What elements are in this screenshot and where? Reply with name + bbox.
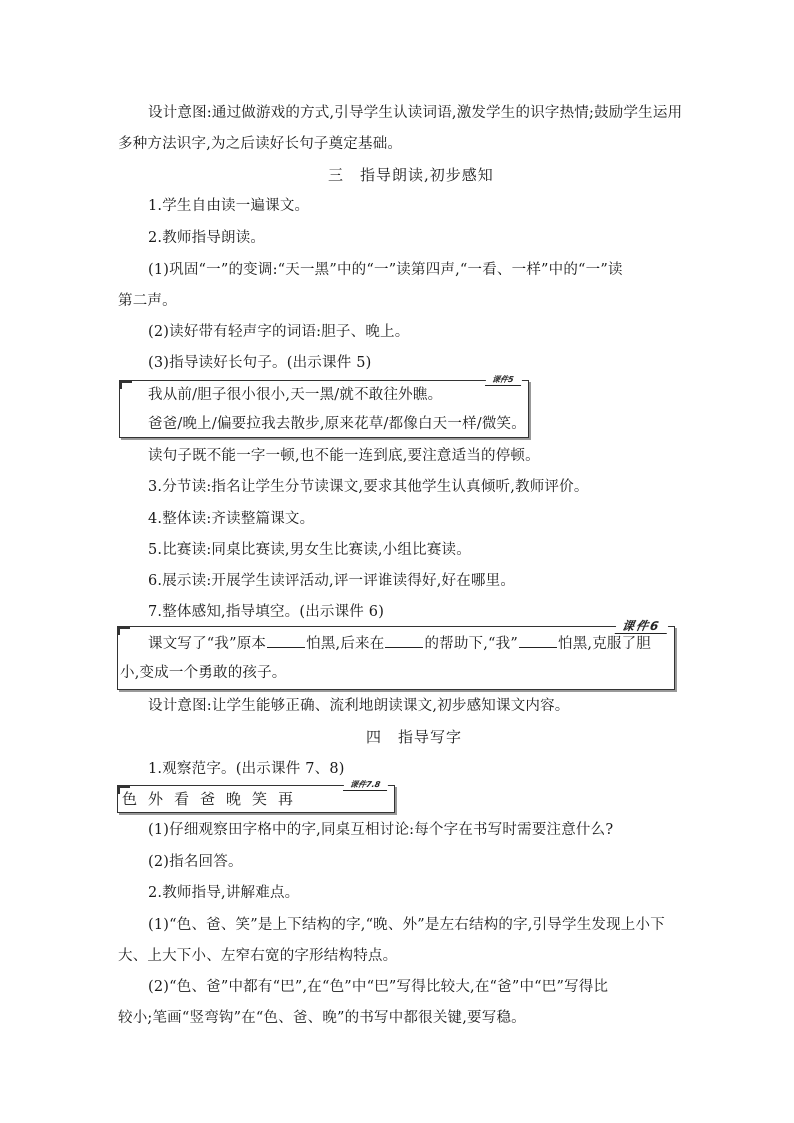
model-char: 看 bbox=[174, 790, 190, 808]
step-1: 1.学生自由读一遍课文。 bbox=[148, 198, 310, 214]
design-intent-2: 设计意图:让学生能够正确、流利地朗读课文,初步感知课文内容。 bbox=[148, 698, 570, 714]
courseware-7-8-box bbox=[117, 780, 395, 813]
model-char: 笑 bbox=[252, 790, 268, 808]
courseware-7-8-tag: 课件7.8 bbox=[343, 779, 389, 791]
step-2: 2.教师指导朗读。 bbox=[148, 230, 266, 246]
fill-text-b: 怕黑,后来在 bbox=[306, 636, 385, 652]
writing-step-1-sub-1: (1)仔细观察田字格中的字,同桌互相讨论:每个字在书写时需要注意什么? bbox=[148, 822, 614, 838]
step-3: 3.分节读:指名让学生分节读课文,要求其他学生认真倾听,教师评价。 bbox=[148, 479, 589, 495]
step-2-sub-1-line2: 第二声。 bbox=[118, 293, 177, 309]
section-heading-3: 三 指导朗读,初步感知 bbox=[328, 166, 494, 184]
courseware-5-tag: 课件5 bbox=[485, 374, 523, 386]
courseware-6-line1 bbox=[148, 634, 651, 654]
writing-step-2-sub-1-line1: (1)“色、爸、笑”是上下结构的字,“晚、外”是左右结构的字,引导学生发现上小下 bbox=[148, 917, 665, 933]
model-characters bbox=[122, 788, 304, 810]
writing-step-2-sub-2-line2: 较小;笔画“竖弯钩”在“色、爸、晚”的书写中都很关键,要写稳。 bbox=[118, 1010, 526, 1026]
writing-step-2-sub-1-line2: 大、上大下小、左窄右宽的字形结构特点。 bbox=[118, 948, 398, 964]
fill-text-d: 怕黑,克服了胆 bbox=[558, 636, 652, 652]
writing-step-1: 1.观察范字。(出示课件 7、8) bbox=[148, 761, 345, 777]
step-2-sub-1-line1: (1)巩固“一”的变调:“天一黑”中的“一”读第四声,“一看、一样”中的“一”读 bbox=[148, 262, 623, 278]
step-5: 5.比赛读:同桌比赛读,男女生比赛读,小组比赛读。 bbox=[148, 542, 471, 558]
courseware-6-tag: 课件6 bbox=[614, 619, 669, 634]
step-7: 7.整体感知,指导填空。(出示课件 6) bbox=[148, 604, 385, 620]
fill-text-a: 课文写了“我”原本 bbox=[148, 636, 267, 652]
fill-blank-2[interactable] bbox=[385, 635, 423, 648]
section-heading-4: 四 指导写字 bbox=[366, 728, 463, 746]
reading-note: 读句子既不能一字一顿,也不能一连到底,要注意适当的停顿。 bbox=[148, 448, 540, 464]
step-2-sub-3: (3)指导读好长句子。(出示课件 5) bbox=[148, 355, 372, 371]
courseware-6-line2: 小,变成一个勇敢的孩子。 bbox=[120, 665, 287, 681]
courseware-6-box bbox=[117, 619, 675, 690]
model-char: 色 bbox=[122, 790, 138, 808]
writing-step-2: 2.教师指导,讲解难点。 bbox=[148, 885, 300, 901]
fill-text-c: 的帮助下,“我” bbox=[424, 636, 518, 652]
courseware-5-line1: 我从前/胆子很小很小,天一黑/就不敢往外瞧。 bbox=[148, 387, 443, 403]
step-6: 6.展示读:开展学生读评活动,评一评谁读得好,好在哪里。 bbox=[148, 573, 516, 589]
model-char: 爸 bbox=[200, 790, 216, 808]
model-char: 晚 bbox=[226, 790, 242, 808]
courseware-5-line2: 爸爸/晚上/偏要拉我去散步,原来花草/都像白天一样/微笑。 bbox=[148, 416, 526, 432]
step-4: 4.整体读:齐读整篇课文。 bbox=[148, 511, 315, 527]
fill-blank-1[interactable] bbox=[267, 635, 305, 648]
fill-blank-3[interactable] bbox=[519, 635, 557, 648]
courseware-5-box bbox=[119, 375, 529, 438]
model-char: 再 bbox=[278, 790, 294, 808]
model-char: 外 bbox=[148, 790, 164, 808]
design-intent-1-line2: 多种方法识字,为之后读好长句子奠定基础。 bbox=[118, 136, 403, 152]
writing-step-2-sub-2-line1: (2)“色、爸”中都有“巴”,在“色”中“巴”写得比较大,在“爸”中“巴”写得比 bbox=[148, 979, 609, 995]
writing-step-1-sub-2: (2)指名回答。 bbox=[148, 854, 243, 870]
step-2-sub-2: (2)读好带有轻声字的词语:胆子、晚上。 bbox=[148, 324, 410, 340]
design-intent-1-line1: 设计意图:通过做游戏的方式,引导学生认读词语,激发学生的识字热情;鼓励学生运用 bbox=[148, 105, 683, 121]
